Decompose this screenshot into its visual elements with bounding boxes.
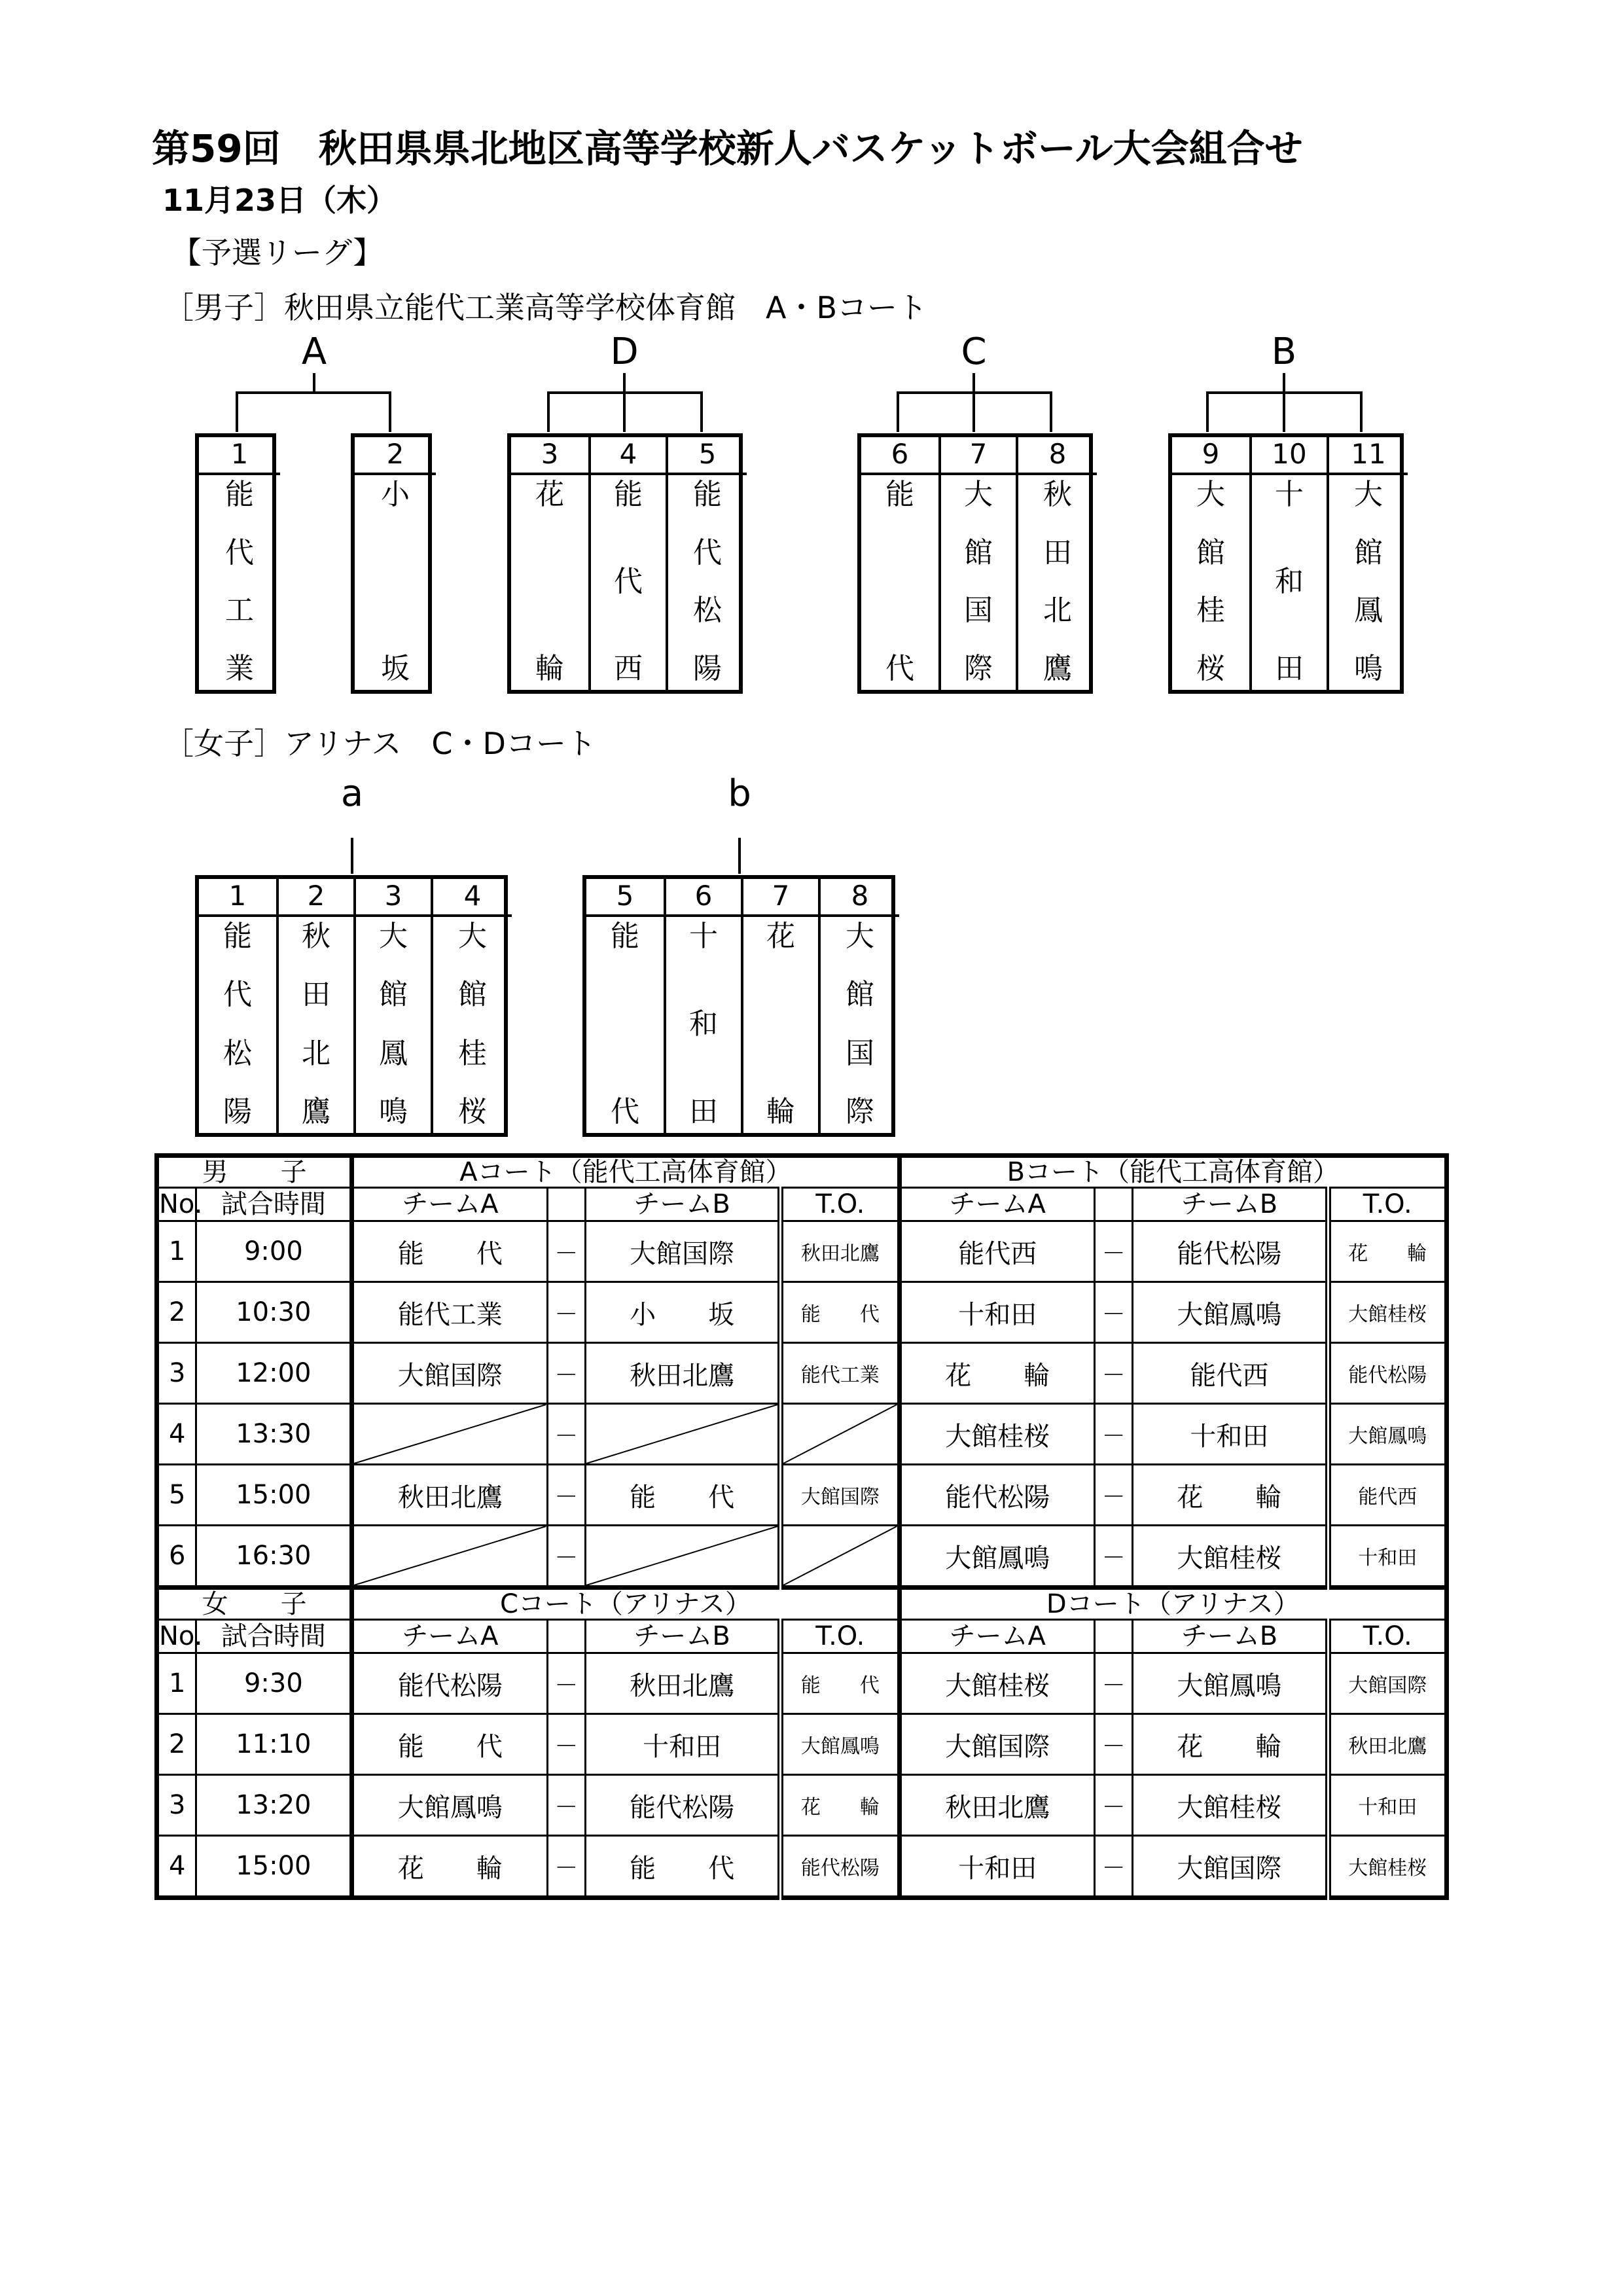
match-time: 15:00 — [196, 1465, 352, 1526]
vs-dash: － — [1094, 1526, 1132, 1588]
group-label-b: b — [728, 772, 751, 815]
team-name-vertical: 十 和 田 — [1275, 478, 1304, 685]
team-name-vertical: 能 代 — [611, 920, 639, 1128]
table-row — [157, 1404, 1447, 1465]
team-cell — [861, 437, 938, 690]
match-time: 11:10 — [196, 1714, 352, 1775]
team-b: 花 輪 — [1133, 1465, 1328, 1526]
team-a: 大館国際 — [899, 1714, 1094, 1775]
team-number: 2 — [355, 437, 436, 475]
team-name-vertical: 能 代 松 陽 — [223, 920, 252, 1128]
team-number: 2 — [279, 879, 353, 917]
table-officials: 大館鳳鳴 — [781, 1714, 899, 1775]
table-row — [157, 1836, 1447, 1898]
team-cell — [199, 879, 276, 1133]
vs-dash: － — [1094, 1775, 1132, 1836]
col-dash — [1094, 1620, 1132, 1653]
col-dash — [547, 1188, 585, 1221]
col-no: No. — [157, 1620, 196, 1653]
team-b: 大館桂桜 — [1133, 1775, 1328, 1836]
team-cell — [586, 879, 664, 1133]
team-name-vertical: 能 代 — [885, 478, 914, 685]
team-b: 大館鳳鳴 — [1133, 1282, 1328, 1343]
team-number: 9 — [1172, 437, 1249, 475]
team-a: 能代西 — [899, 1221, 1094, 1282]
team-cell — [666, 437, 747, 690]
match-no: 5 — [157, 1465, 196, 1526]
team-number: 1 — [199, 879, 276, 917]
col-to: T.O. — [1328, 1188, 1446, 1221]
group-box-C — [857, 433, 1093, 694]
team-b: 大館鳳鳴 — [1133, 1653, 1328, 1714]
table-officials: 能代西 — [1328, 1465, 1446, 1526]
empty-slot — [352, 1526, 547, 1588]
vs-dash: － — [1094, 1343, 1132, 1404]
table-row — [157, 1714, 1447, 1775]
team-a: 大館鳳鳴 — [899, 1526, 1094, 1588]
table-officials: 能 代 — [781, 1282, 899, 1343]
col-team-b: チームB — [585, 1188, 780, 1221]
vs-dash: － — [547, 1465, 585, 1526]
group-box-D — [507, 433, 743, 694]
team-number: 3 — [356, 879, 431, 917]
vs-dash: － — [1094, 1465, 1132, 1526]
table-officials: 花 輪 — [781, 1775, 899, 1836]
group-label-D: D — [610, 331, 639, 373]
match-time: 13:30 — [196, 1404, 352, 1465]
match-no: 1 — [157, 1221, 196, 1282]
group-label-A: A — [301, 331, 327, 373]
team-b: 大館国際 — [585, 1221, 780, 1282]
col-time: 試合時間 — [196, 1188, 352, 1221]
column-header-row — [157, 1188, 1447, 1221]
event-date: 11月23日（木） — [162, 183, 397, 218]
vs-dash: － — [1094, 1653, 1132, 1714]
group-box-A — [195, 433, 276, 694]
table-officials: 十和田 — [1328, 1775, 1446, 1836]
match-time: 9:30 — [196, 1653, 352, 1714]
team-a: 能 代 — [352, 1221, 547, 1282]
col-to: T.O. — [781, 1620, 899, 1653]
table-row — [157, 1653, 1447, 1714]
team-a: 大館鳳鳴 — [352, 1775, 547, 1836]
col-no: No. — [157, 1188, 196, 1221]
col-team-b: チームB — [1133, 1620, 1328, 1653]
table-officials: 秋田北鷹 — [781, 1221, 899, 1282]
team-cell — [1327, 437, 1408, 690]
match-time: 9:00 — [196, 1221, 352, 1282]
team-name-vertical: 花 輪 — [535, 478, 564, 685]
schedule-table — [154, 1153, 1449, 1900]
col-team-b: チームB — [585, 1620, 780, 1653]
col-team-a: チームA — [352, 1620, 547, 1653]
col-to: T.O. — [781, 1188, 899, 1221]
team-number: 5 — [668, 437, 747, 475]
col-to: T.O. — [1328, 1620, 1446, 1653]
group-label-B: B — [1271, 331, 1297, 373]
section-header-row — [157, 1588, 1447, 1620]
empty-slot — [585, 1526, 780, 1588]
court-title: Cコート（アリナス） — [352, 1588, 899, 1620]
team-name-vertical: 花 輪 — [766, 920, 795, 1128]
col-team-a: チームA — [899, 1188, 1094, 1221]
team-number: 4 — [433, 879, 512, 917]
team-a: 能代松陽 — [352, 1653, 547, 1714]
section-title: 女 子 — [157, 1588, 352, 1620]
empty-slot — [781, 1526, 899, 1588]
team-number: 6 — [666, 879, 741, 917]
table-officials: 十和田 — [1328, 1526, 1446, 1588]
match-no: 3 — [157, 1775, 196, 1836]
team-b: 大館国際 — [1133, 1836, 1328, 1898]
section-title: 男 子 — [157, 1156, 352, 1188]
vs-dash: － — [547, 1653, 585, 1714]
team-name-vertical: 小 坂 — [381, 478, 410, 685]
table-officials: 大館桂桜 — [1328, 1282, 1446, 1343]
team-a: 能代松陽 — [899, 1465, 1094, 1526]
team-number: 7 — [941, 437, 1016, 475]
team-b: 能 代 — [585, 1465, 780, 1526]
team-cell — [741, 879, 818, 1133]
group-box-b — [582, 875, 895, 1137]
table-row — [157, 1465, 1447, 1526]
team-b: 十和田 — [585, 1714, 780, 1775]
team-name-vertical: 大 館 国 際 — [964, 478, 993, 685]
team-a: 能代工業 — [352, 1282, 547, 1343]
team-b: 十和田 — [1133, 1404, 1328, 1465]
court-title: Dコート（アリナス） — [899, 1588, 1446, 1620]
match-no: 3 — [157, 1343, 196, 1404]
match-no: 4 — [157, 1836, 196, 1898]
vs-dash: － — [547, 1221, 585, 1282]
table-officials: 大館国際 — [1328, 1653, 1446, 1714]
group-box-B — [1168, 433, 1404, 694]
table-officials: 大館桂桜 — [1328, 1836, 1446, 1898]
table-row — [157, 1775, 1447, 1836]
col-dash — [547, 1620, 585, 1653]
team-number: 8 — [821, 879, 899, 917]
team-name-vertical: 秋 田 北 鷹 — [1043, 478, 1072, 685]
court-title: Bコート（能代工高体育館） — [899, 1156, 1446, 1188]
match-time: 16:30 — [196, 1526, 352, 1588]
team-number: 8 — [1018, 437, 1097, 475]
prelim-label: 【予選リーグ】 — [171, 235, 383, 270]
team-cell — [353, 879, 431, 1133]
vs-dash: － — [1094, 1282, 1132, 1343]
empty-slot — [585, 1404, 780, 1465]
table-row — [157, 1343, 1447, 1404]
team-cell — [588, 437, 666, 690]
table-officials: 能代工業 — [781, 1343, 899, 1404]
team-name-vertical: 大 館 国 際 — [846, 920, 874, 1128]
vs-dash: － — [547, 1836, 585, 1898]
team-b: 花 輪 — [1133, 1714, 1328, 1775]
team-b: 能 代 — [585, 1836, 780, 1898]
table-row — [157, 1526, 1447, 1588]
team-a: 大館桂桜 — [899, 1653, 1094, 1714]
vs-dash: － — [1094, 1221, 1132, 1282]
vs-dash: － — [547, 1404, 585, 1465]
team-a: 花 輪 — [899, 1343, 1094, 1404]
team-cell — [1249, 437, 1327, 690]
team-name-vertical: 能 代 工 業 — [225, 478, 254, 685]
vs-dash: － — [1094, 1836, 1132, 1898]
team-name-vertical: 能 代 西 — [614, 478, 643, 685]
match-no: 2 — [157, 1282, 196, 1343]
team-cell — [1016, 437, 1097, 690]
match-no: 6 — [157, 1526, 196, 1588]
team-cell — [276, 879, 353, 1133]
team-cell — [664, 879, 741, 1133]
team-number: 7 — [743, 879, 818, 917]
team-b: 能代松陽 — [585, 1775, 780, 1836]
team-number: 6 — [861, 437, 938, 475]
table-officials: 花 輪 — [1328, 1221, 1446, 1282]
group-label-a: a — [340, 772, 364, 815]
col-time: 試合時間 — [196, 1620, 352, 1653]
girls-venue: ［女子］アリナス C・Dコート — [164, 726, 596, 761]
team-name-vertical: 大 館 鳳 鳴 — [379, 920, 408, 1128]
table-officials: 能代松陽 — [781, 1836, 899, 1898]
team-name-vertical: 大 館 桂 桜 — [1196, 478, 1225, 685]
vs-dash: － — [547, 1714, 585, 1775]
team-number: 5 — [586, 879, 664, 917]
team-cell — [1172, 437, 1249, 690]
section-header-row — [157, 1156, 1447, 1188]
team-name-vertical: 能 代 松 陽 — [693, 478, 722, 685]
match-no: 4 — [157, 1404, 196, 1465]
team-a: 十和田 — [899, 1836, 1094, 1898]
vs-dash: － — [547, 1343, 585, 1404]
team-number: 10 — [1252, 437, 1327, 475]
vs-dash: － — [1094, 1404, 1132, 1465]
table-row — [157, 1282, 1447, 1343]
group-box-A — [351, 433, 432, 694]
table-officials: 秋田北鷹 — [1328, 1714, 1446, 1775]
team-b: 秋田北鷹 — [585, 1653, 780, 1714]
column-header-row — [157, 1620, 1447, 1653]
team-a: 花 輪 — [352, 1836, 547, 1898]
team-number: 1 — [199, 437, 280, 475]
table-row — [157, 1221, 1447, 1282]
col-dash — [1094, 1188, 1132, 1221]
team-name-vertical: 十 和 田 — [689, 920, 718, 1128]
vs-dash: － — [547, 1282, 585, 1343]
team-b: 小 坂 — [585, 1282, 780, 1343]
team-a: 十和田 — [899, 1282, 1094, 1343]
group-box-a — [195, 875, 508, 1137]
team-b: 大館桂桜 — [1133, 1526, 1328, 1588]
team-number: 4 — [591, 437, 666, 475]
table-officials: 能 代 — [781, 1653, 899, 1714]
team-cell — [355, 437, 436, 690]
team-b: 能代松陽 — [1133, 1221, 1328, 1282]
team-a: 秋田北鷹 — [899, 1775, 1094, 1836]
team-number: 3 — [511, 437, 588, 475]
team-b: 秋田北鷹 — [585, 1343, 780, 1404]
boys-venue: ［男子］秋田県立能代工業高等学校体育館 A・Bコート — [164, 290, 928, 325]
match-time: 13:20 — [196, 1775, 352, 1836]
team-a: 能 代 — [352, 1714, 547, 1775]
team-cell — [938, 437, 1016, 690]
document-title: 第59回 秋田県県北地区高等学校新人バスケットボール大会組合せ — [152, 126, 1303, 171]
team-number: 11 — [1329, 437, 1408, 475]
team-cell — [431, 879, 512, 1133]
match-no: 1 — [157, 1653, 196, 1714]
team-name-vertical: 秋 田 北 鷹 — [302, 920, 330, 1128]
vs-dash: － — [547, 1526, 585, 1588]
match-no: 2 — [157, 1714, 196, 1775]
table-officials: 大館鳳鳴 — [1328, 1404, 1446, 1465]
team-name-vertical: 大 館 鳳 鳴 — [1354, 478, 1383, 685]
team-a: 大館桂桜 — [899, 1404, 1094, 1465]
vs-dash: － — [1094, 1714, 1132, 1775]
empty-slot — [352, 1404, 547, 1465]
team-cell — [199, 437, 280, 690]
vs-dash: － — [547, 1775, 585, 1836]
match-time: 15:00 — [196, 1836, 352, 1898]
team-cell — [818, 879, 899, 1133]
empty-slot — [781, 1404, 899, 1465]
match-time: 10:30 — [196, 1282, 352, 1343]
col-team-b: チームB — [1133, 1188, 1328, 1221]
team-a: 秋田北鷹 — [352, 1465, 547, 1526]
col-team-a: チームA — [899, 1620, 1094, 1653]
group-label-C: C — [961, 331, 987, 373]
team-cell — [511, 437, 588, 690]
col-team-a: チームA — [352, 1188, 547, 1221]
court-title: Aコート（能代工高体育館） — [352, 1156, 899, 1188]
table-officials: 能代松陽 — [1328, 1343, 1446, 1404]
table-officials: 大館国際 — [781, 1465, 899, 1526]
team-a: 大館国際 — [352, 1343, 547, 1404]
match-time: 12:00 — [196, 1343, 352, 1404]
team-name-vertical: 大 館 桂 桜 — [458, 920, 487, 1128]
team-b: 能代西 — [1133, 1343, 1328, 1404]
